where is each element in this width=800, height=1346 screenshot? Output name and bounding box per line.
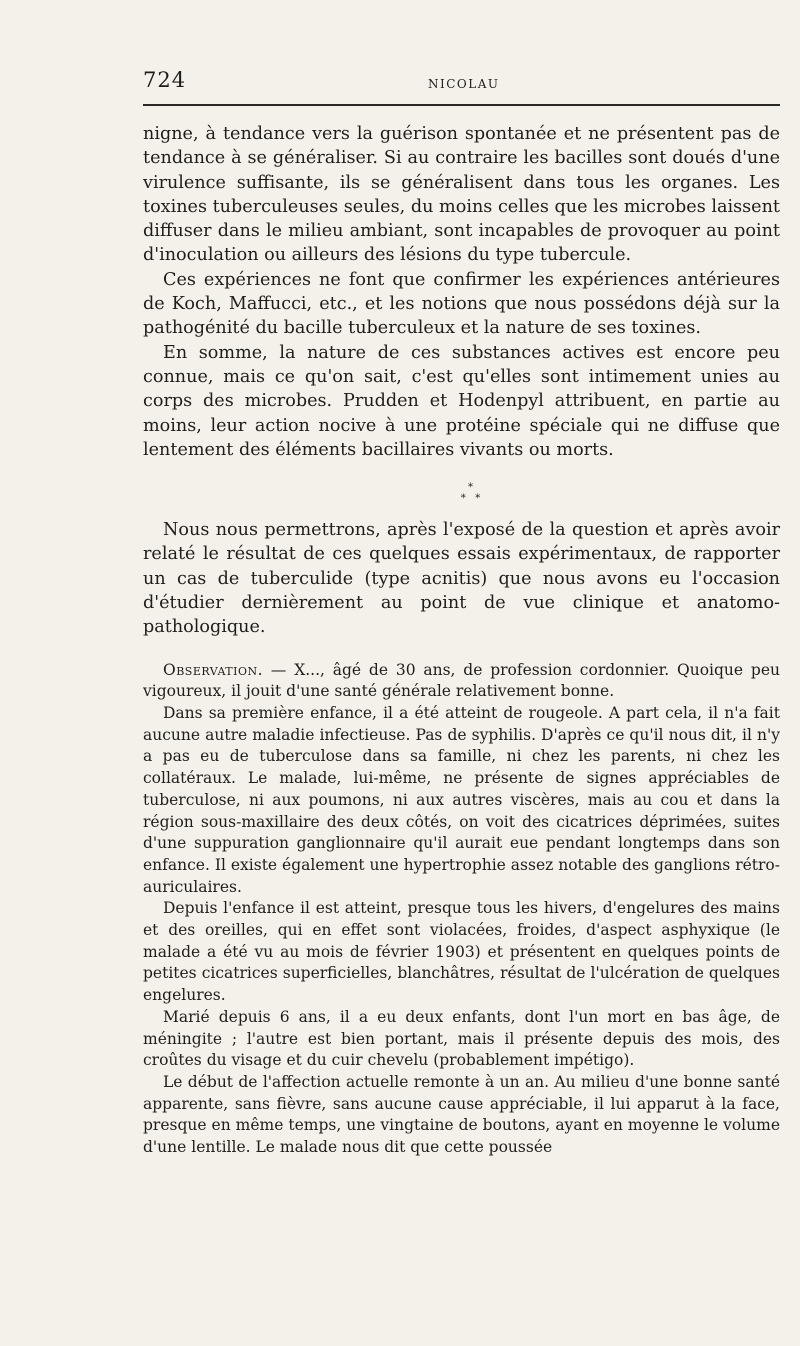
observation-section [143, 660, 780, 1159]
section-asterism [161, 482, 780, 504]
paragraph: En somme, la nature de ces substances actives est encore peu connue, mais ce qu'on sait, c'est qu'elles sont intimement unies au corps des microbes. Prudden et Hodenpyl attribuent, en partie au moins, leur action nocive à une protéine spéciale qui ne diffuse que lentement des éléments bacillaires vivants ou morts. [143, 342, 780, 460]
observation-label: Observation. [163, 660, 264, 679]
observation-intro: — X..., âgé de 30 ans, de profession cordonnier. Quoique peu vigoureux, il jouit d'une santé générale relativement bonne. [143, 660, 780, 701]
running-head [143, 68, 780, 104]
header-rule [143, 104, 780, 106]
observation-paragraph: Dans sa première enfance, il a été atteint de rougeole. A part cela, il n'a fait aucune autre maladie infectieuse. Pas de syphilis. D'après ce qu'il nous dit, il n'y a pas eu de tuberculose dans sa famille, ni chez les parents, ni chez les collatéraux. Le malade, lui-même, ne présente de signes appréciables de tuberculose, ni aux poumons, ni aux autres viscères, mais au cou et dans la région sous-maxillaire des deux côtés, on voit des cicatrices déprimées, suites d'une suppuration ganglionnaire qu'il aurait eue pendant longtemps dans son enfance. Il existe également une hypertrophie assez notable des ganglions rétro-auriculaires. [143, 704, 780, 896]
observation-paragraph: Marié depuis 6 ans, il a eu deux enfants, dont l'un mort en bas âge, de méningite ; l'autre est bien portant, mais il présente depuis des mois, des croûtes du visage et du cuir chevelu (probablement impétigo). [143, 1007, 780, 1070]
asterism-top: * [468, 482, 473, 494]
paragraph: Ces expériences ne font que confirmer les expériences antérieures de Koch, Maffucci, etc., et les notions que nous possédons déjà sur la pathogénité du bacille tuberculeux et la nature de ses toxines. [143, 269, 780, 339]
running-title: NICOLAU [428, 77, 500, 91]
book-page [143, 68, 780, 1159]
main-text [143, 122, 780, 640]
observation-paragraph: Le début de l'affection actuelle remonte à un an. Au milieu d'une bonne santé apparente, sans fièvre, sans aucune cause appréciable, il lui apparut à la face, presque en même temps, une vingtaine de boutons, ayant en moyenne le volume d'une lentille. Le malade nous dit que cette poussée [143, 1073, 780, 1157]
observation-paragraph: Depuis l'enfance il est atteint, presque tous les hivers, d'engelures des mains et des oreilles, qui en effet sont violacées, froides, d'aspect asphyxique (le malade a été vu au mois de février 1903) et présentent en quelques points de petites cicatrices superficielles, blanchâtres, résultat de l'ulcération de quelques engelures. [143, 899, 780, 1005]
page-number: 724 [143, 68, 187, 92]
paragraph: nigne, à tendance vers la guérison spontanée et ne présentent pas de tendance à se généraliser. Si au contraire les bacilles sont doués d'une virulence suffisante, ils se généralisent dans tous les organes. Les toxines tuberculeuses seules, du moins celles que les microbes laissent diffuser dans le milieu ambiant, sont incapables de provoquer au point d'inoculation ou ailleurs des lésions du type tubercule. [143, 124, 780, 266]
asterism-bottom: * * [460, 493, 481, 505]
observation-first-paragraph [143, 660, 780, 703]
intro-paragraph: Nous nous permettrons, après l'exposé de la question et après avoir relaté le résultat de ces quelques essais expérimentaux, de rapporter un cas de tuberculide (type acnitis) que nous avons eu l'occasion d'étudier dernièrement au point de vue clinique et anatomo-pathologique. [143, 520, 780, 638]
